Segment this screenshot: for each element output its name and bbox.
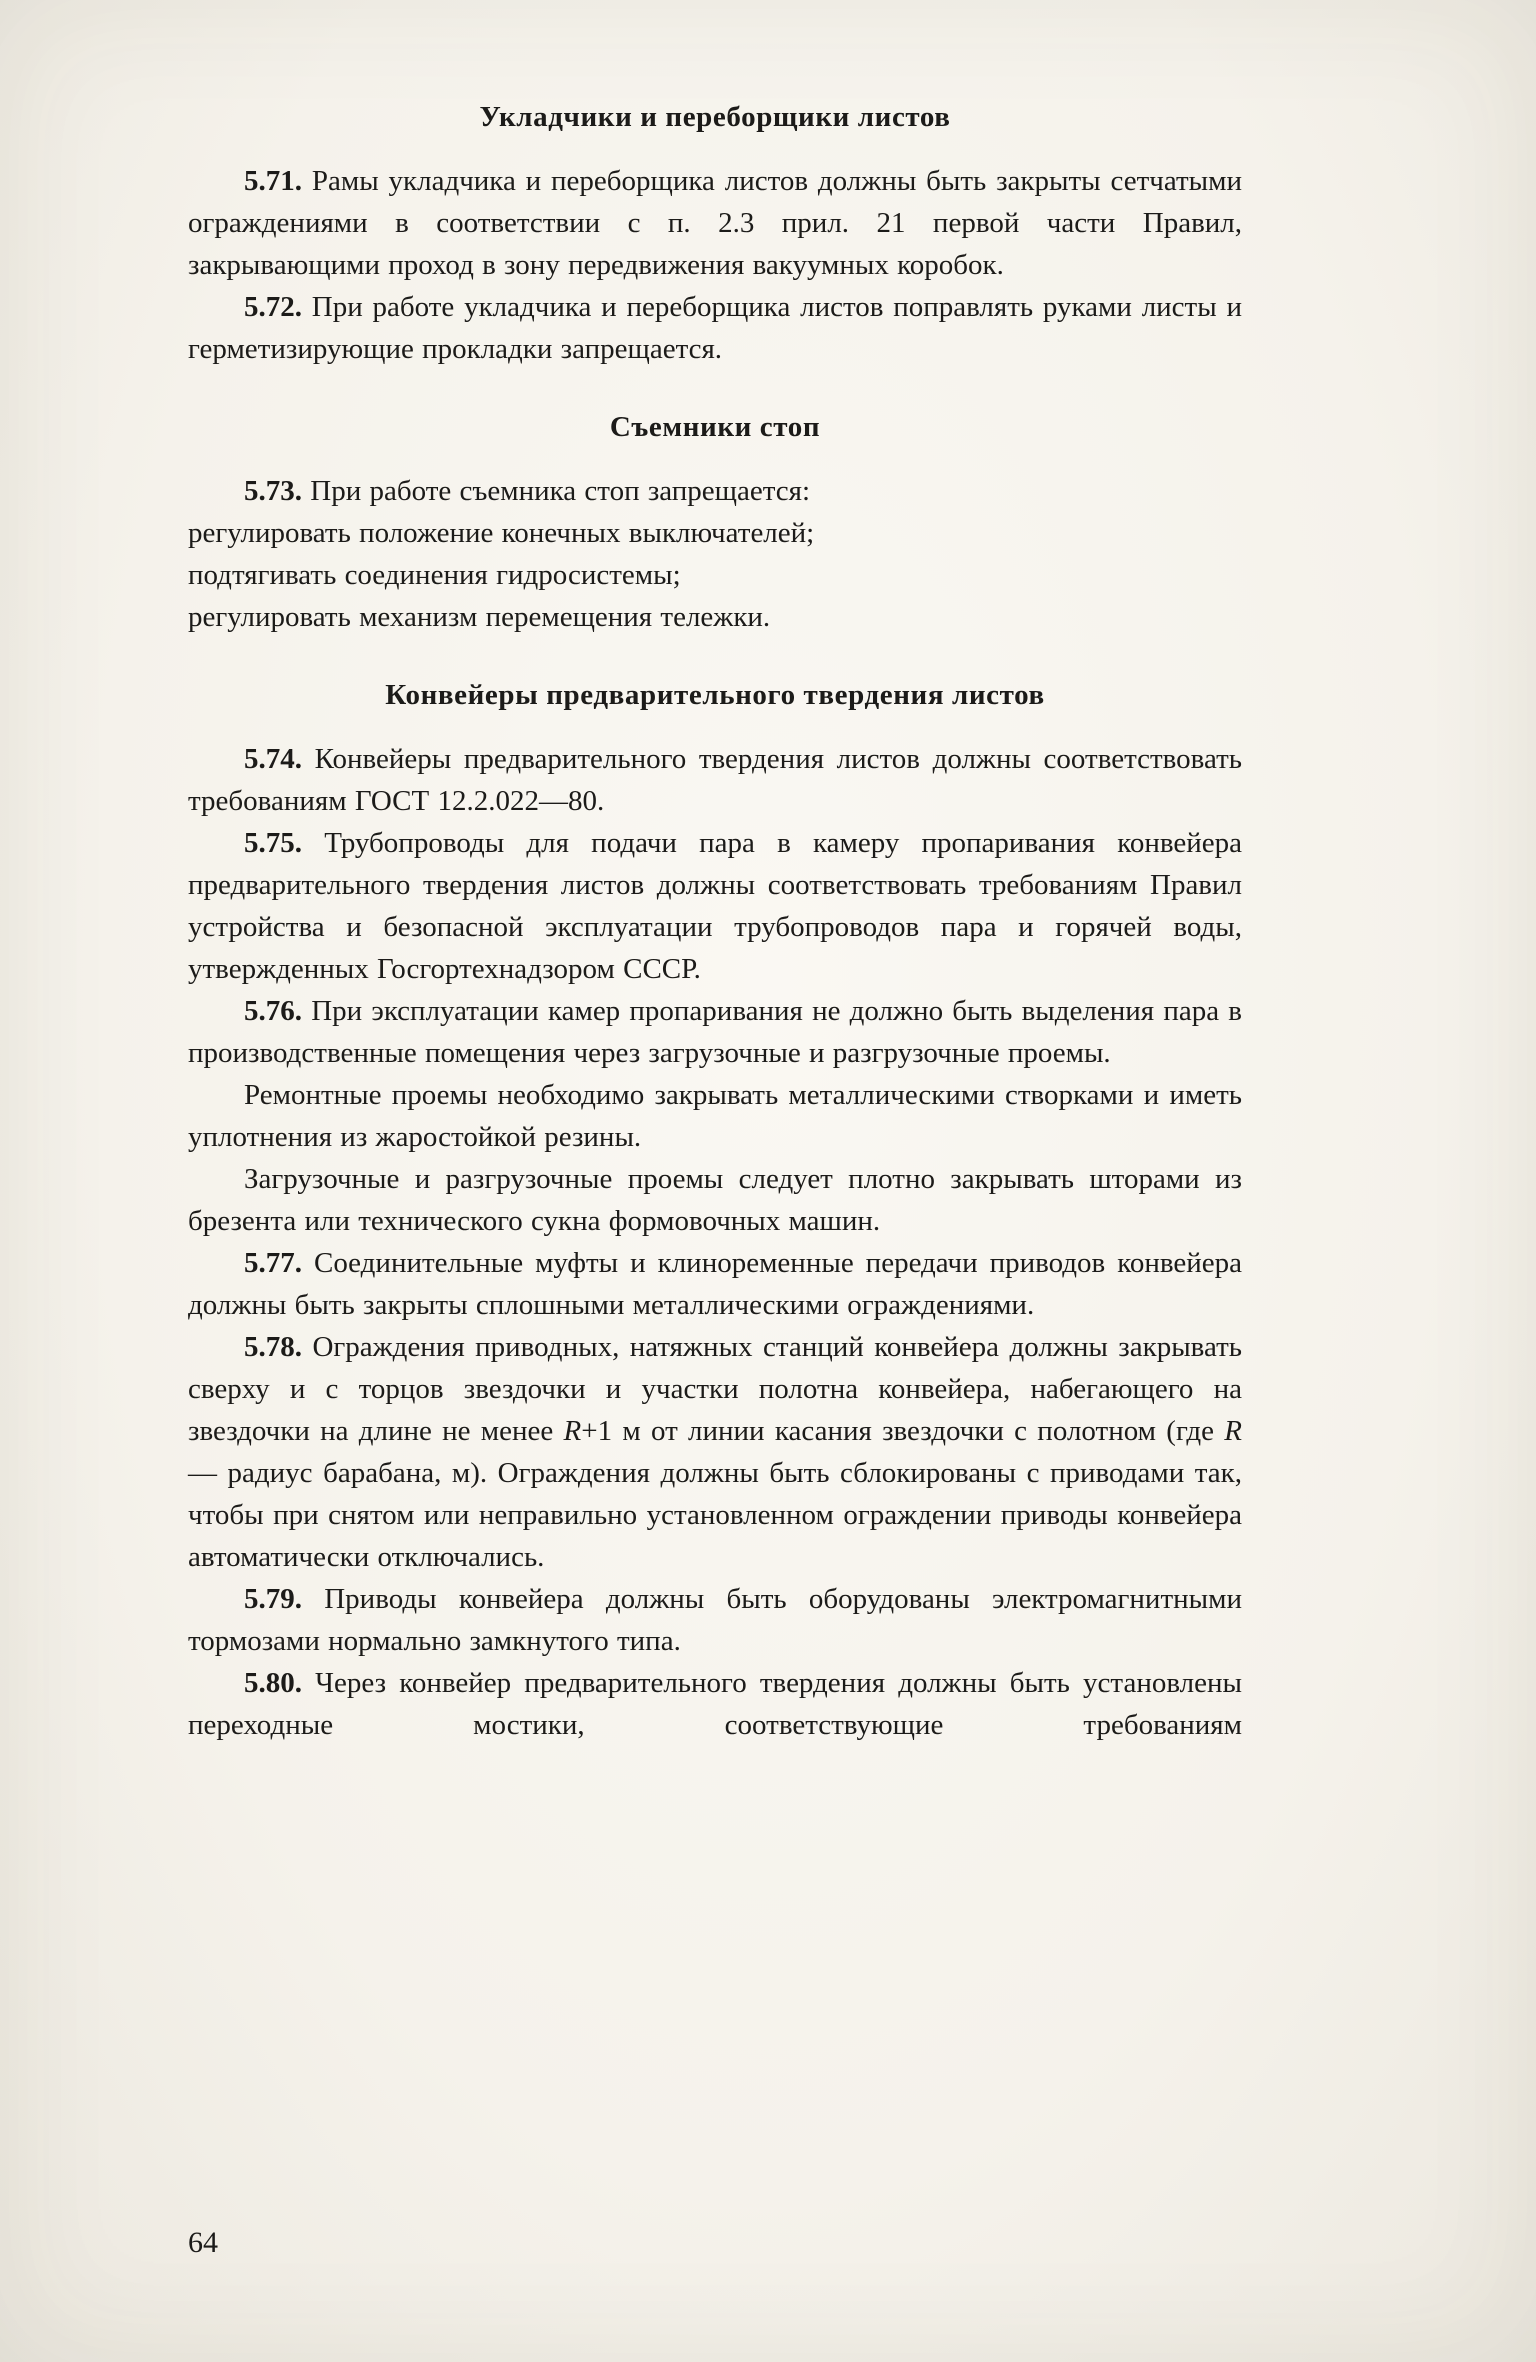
paragraph: Загрузочные и разгрузочные проемы следует плотно закрывать шторами из брезента или технического сукна формовочных машин.: [188, 1163, 1242, 1237]
clause-number: 5.71.: [244, 165, 302, 197]
list-line: регулировать положение конечных выключателей;: [188, 517, 815, 549]
clause-text: Ограждения приводных, натяжных станций конвейера должны закрывать сверху и с торцов звездочки и участки полотна конвейера, набегающего на звездочки на длине не менее: [188, 1331, 1243, 1447]
clause-text: При эксплуатации камер пропаривания не должно быть выделения пара в производственные помещения через загрузочные и разгрузочные проемы.: [188, 995, 1242, 1069]
section-heading: Укладчики и переборщики листов: [479, 101, 951, 133]
page-content: [188, 96, 1242, 1746]
math-var-R: R: [563, 1415, 582, 1447]
paragraph: [188, 1326, 1242, 1578]
paragraph: [188, 160, 1242, 286]
paragraph: [188, 1662, 1242, 1746]
clause-text: Соединительные муфты и клиноременные передачи приводов конвейера должны быть закрыты сплошными металлическими ограждениями.: [188, 1247, 1243, 1321]
paragraph: [188, 738, 1242, 822]
clause-text: Приводы конвейера должны быть оборудованы электромагнитными тормозами нормально замкнутого типа.: [188, 1583, 1242, 1657]
clause-text: Через конвейер предварительного твердения должны быть установлены переходные мостики, соответствующие требованиям: [188, 1667, 1243, 1741]
math-var-R: R: [1224, 1415, 1242, 1447]
paragraph: [188, 1578, 1242, 1662]
paragraph: [188, 286, 1242, 370]
clause-number: 5.79.: [244, 1583, 302, 1615]
paragraph: Ремонтные проемы необходимо закрывать металлическими створками и иметь уплотнения из жаростойкой резины.: [188, 1079, 1242, 1153]
page-number: 64: [188, 2226, 218, 2259]
clause-number: 5.80.: [244, 1667, 302, 1699]
paragraph: [188, 470, 1242, 512]
clause-number: 5.77.: [244, 1247, 302, 1279]
paragraph: [188, 990, 1242, 1074]
clause-number: 5.74.: [244, 743, 302, 775]
clause-text: Трубопроводы для подачи пара в камеру пропаривания конвейера предварительного твердения листов должны соответствовать требованиям Правил устройства и безопасной эксплуатации трубопроводов пара и горячей воды, утвержденных Госгортехнадзором СССР.: [188, 827, 1242, 985]
list-line: подтягивать соединения гидросистемы;: [188, 559, 681, 591]
list-line: регулировать механизм перемещения тележки.: [188, 601, 771, 633]
clause-text: +1 м от линии касания звездочки с полотном (где: [581, 1415, 1225, 1447]
paragraph: [188, 822, 1242, 990]
clause-text: При работе съемника стоп запрещается:: [310, 475, 811, 507]
clause-number: 5.76.: [244, 995, 302, 1027]
clause-number: 5.72.: [244, 291, 302, 323]
paragraph: [188, 1242, 1242, 1326]
clause-number: 5.73.: [244, 475, 302, 507]
clause-text: Конвейеры предварительного твердения листов должны соответствовать требованиям ГОСТ 12.2.022—80.: [188, 743, 1242, 817]
section-heading: Съемники стоп: [609, 411, 821, 443]
clause-number: 5.75.: [244, 827, 302, 859]
clause-number: 5.78.: [244, 1331, 302, 1363]
section-heading: Конвейеры предварительного твердения листов: [385, 679, 1045, 711]
clause-text: Рамы укладчика и переборщика листов должны быть закрыты сетчатыми ограждениями в соответствии с п. 2.3 прил. 21 первой части Правил, закрывающими проход в зону передвижения вакуумных коробок.: [188, 165, 1243, 281]
clause-text: — радиус барабана, м). Ограждения должны быть сблокированы с приводами так, чтобы при снятом или неправильно установленном ограждении приводы конвейера автоматически отключались.: [188, 1457, 1242, 1573]
clause-text: При работе укладчика и переборщика листов поправлять руками листы и герметизирующие прокладки запрещается.: [188, 291, 1243, 365]
